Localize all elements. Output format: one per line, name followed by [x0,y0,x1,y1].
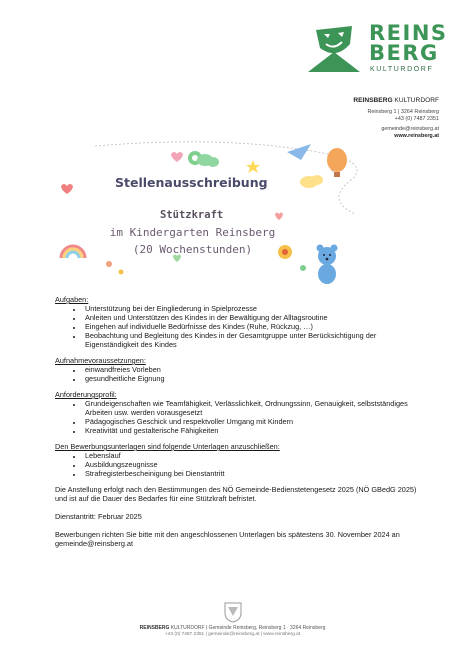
section-title: Aufgaben: [55,295,89,304]
section-tasks [55,295,430,349]
coat-of-arms-icon [223,601,243,623]
footer-line-2: +43 (0) 7487 2351 | gemeinde@reinsberg.at | www.reinsberg.at [164,632,301,637]
heart-icon [61,184,73,194]
employment-paragraph: Die Anstellung erfolgt nach den Bestimmungen des NÖ Gemeinde-Bedienstetengesetz 2025 (NÖ GBedG 2025) und ist auf die Dauer des Bedarfes für eine Stützkraft befristet. [55,485,417,503]
address-phone: +43 (0) 7487 2351 [394,115,439,122]
job-place: im Kindergarten Reinsberg [109,226,276,239]
list-item: • Ausbildungszeugnisse [83,460,430,469]
paper-plane-icon [287,144,311,160]
page-footer [0,601,465,637]
heart-icon [275,213,283,221]
list-item: • Eingehen auf individuelle Bedürfnisse des Kindes (Ruhe, Rückzug, …) [83,322,430,331]
address-block [353,97,439,140]
section-requirements [55,356,430,383]
decorative-banner [55,140,415,288]
section-title: Anforderungsprofil: [55,390,117,399]
address-web[interactable]: www.reinsberg.at [394,132,439,139]
heart-icon [171,152,183,162]
page-title: Stellenausschreibung [115,175,268,190]
brand-line-1: REINS [369,21,448,45]
job-title: Stützkraft [160,209,224,221]
start-date-paragraph: Dienstantritt: Februar 2025 [55,512,142,521]
list-item: • Beobachtung und Begleitung des Kindes in der Gesamtgruppe unter Berücksichtigung der Eigenständigkeit des Kindes [83,331,430,349]
posting-body [55,295,430,557]
mask-logo-icon [306,22,362,74]
cloud-icon [300,175,323,188]
list-item: • Strafregisterbescheinigung bei Dienstantritt [83,469,430,478]
cloud-icon [197,154,219,167]
job-hours: (20 Wochenstunden) [132,243,253,256]
application-paragraph: Bewerbungen richten Sie bitte mit den angeschlossenen Unterlagen bis spätestens 30. November 2024 an gemeinde@reinsberg.at [55,530,400,548]
address-street: Reinsberg 1 | 3264 Reinsberg [367,108,439,115]
list-item: • einwandfreies Vorleben [83,365,430,374]
handprint-icon [106,261,306,275]
list-item: • Kreativität und gestalterische Fähigkeiten [83,426,430,435]
hot-air-balloon-icon [327,148,347,177]
address-email[interactable]: gemeinde@reinsberg.at [381,125,439,132]
section-title: Aufnahmevoraussetzungen: [55,356,146,365]
list-item: • Grundeigenschaften wie Teamfähigkeit, Verlässlichkeit, Ordnungssinn, Genauigkeit, selbstständiges Arbeiten usw. werden vorausgesetzt [83,399,430,417]
list-item: • Anleiten und Unterstützen des Kindes in der Bewältigung der Alltagsroutine [83,313,430,322]
address-org: REINSBERG KULTURDORF [353,97,439,104]
list-item: • Lebenslauf [83,451,430,460]
section-title: Den Bewerbungsunterlagen sind folgende Unterlagen anzuschließen: [55,442,280,451]
list-item: • gesundheitliche Eignung [83,374,430,383]
brand-subtitle: KULTURDORF [370,66,434,73]
list-item: • Unterstützung bei der Eingliederung in Spielprozesse [83,304,430,313]
section-documents [55,442,430,478]
reinsberg-logo [306,20,446,80]
section-profile [55,390,430,435]
brand-line-2: BERG [369,41,439,65]
list-item: • Pädagogisches Geschick und respektvoller Umgang mit Kindern [83,417,430,426]
star-icon [246,160,260,173]
footer-line-1: REINSBERG KULTURDORF | Gemeinde Reinsberg, Reinsberg 1 · 3264 Reinsberg [139,625,326,631]
